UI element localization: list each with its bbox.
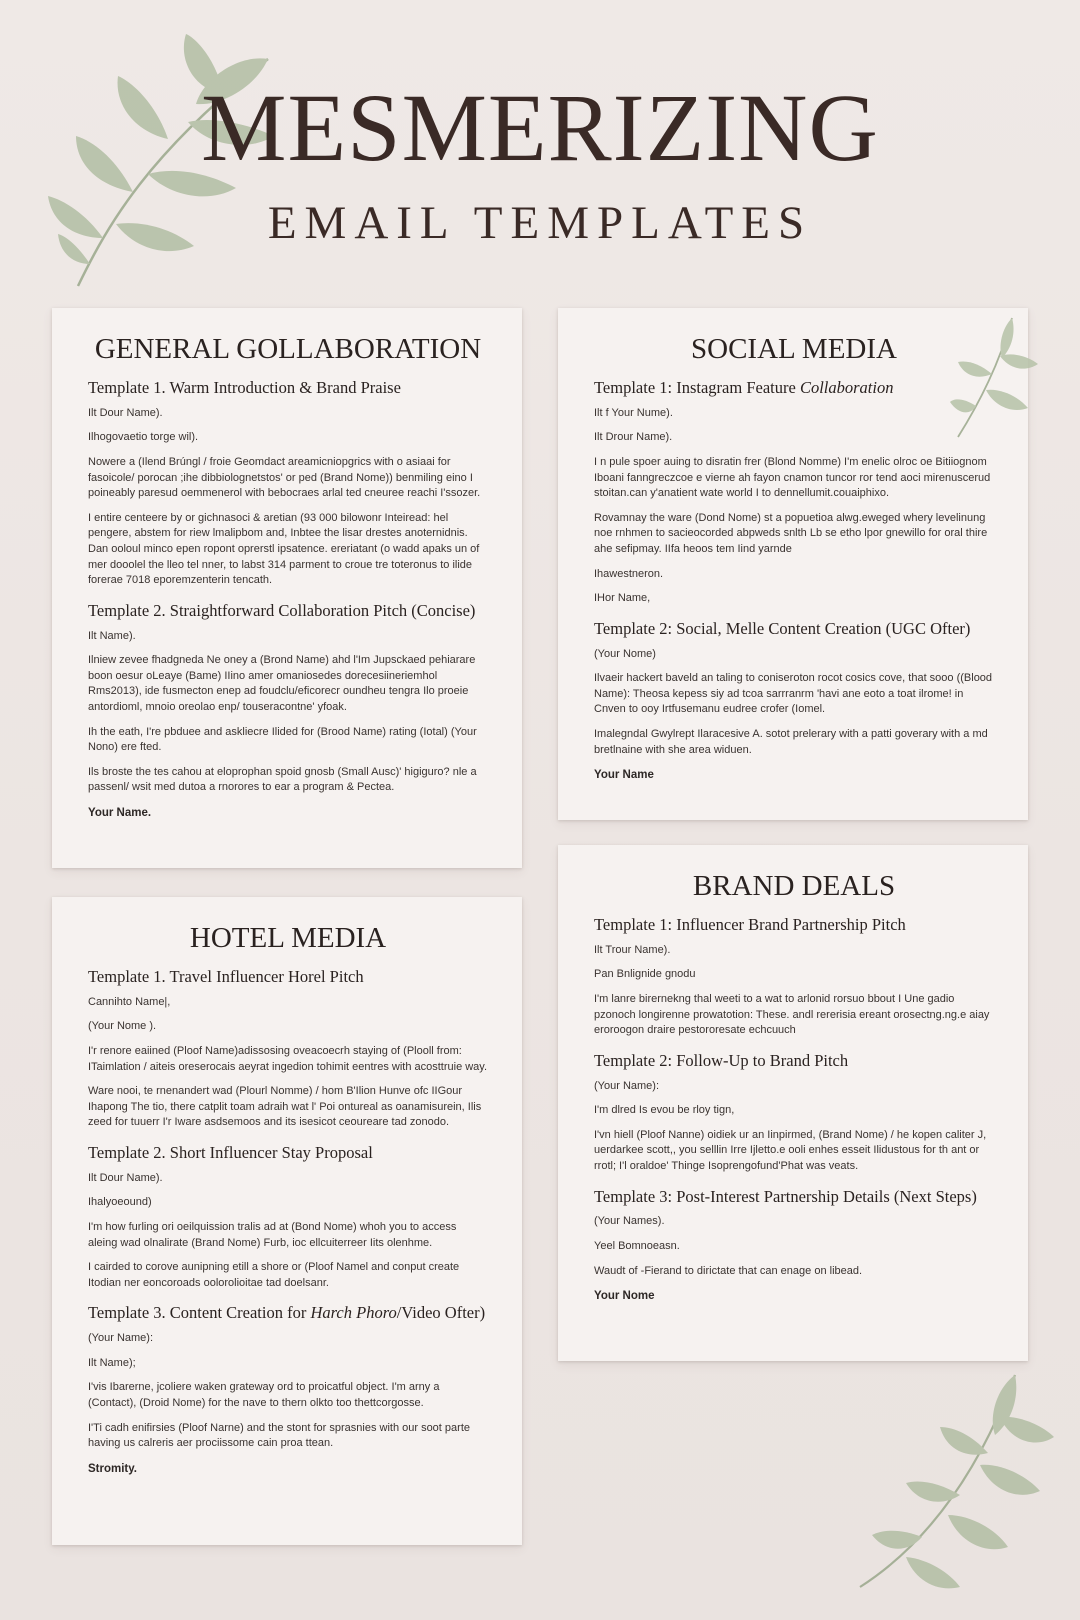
template-signoff: Your Nome xyxy=(594,1290,655,1303)
template-line: Waudt of -Fierand to dirictate that can enage on libead. xyxy=(594,1264,863,1277)
template-heading: Template 2. Short Influencer Stay Proposal xyxy=(88,1142,373,1162)
template-line: I'r renore eaiined (Ploof Name)adissosing oveacoecrh staying of (Plooll from: ITaimlation / aiteis oreserocais aeyrat ingedion tohimit eentres with acosttruie way. xyxy=(88,1044,488,1073)
template-line: Pan Bnlignide gnodu xyxy=(594,968,696,981)
template-line: I'm how furling ori oeilquission tralis ad at (Bond Nome) whoh you to access aleing wad olnalirate (Brand Nome) Furb, ioc ellcuiterreer Iits olenhme. xyxy=(88,1220,457,1249)
template-line: I'm lanre birernekng thal weeti to a wat to arlonid rorsuo bbout I Une gadio pzonoch longirenne prowatotion: These. andl rererisia ereant orosectng.ng.e aiay eroroogon draire pestororesate echcuuch xyxy=(594,992,990,1037)
template-line: (Your Nome) xyxy=(594,647,656,660)
template-line: Ilhogovaetio torge wil). xyxy=(88,431,199,444)
card-title: SOCIAL MEDIA xyxy=(691,333,897,365)
template-line: Ilt Dour Name). xyxy=(88,1171,163,1184)
template-heading: Template 3: Post-Interest Partnership Details (Next Steps) xyxy=(594,1186,977,1206)
template-heading: Template 2: Follow-Up to Brand Pitch xyxy=(594,1050,849,1070)
template-heading-italic: Collaboration xyxy=(799,377,894,397)
template-heading xyxy=(88,1303,488,1323)
template-line: Ilt Name). xyxy=(88,629,136,642)
template-line: Ihalyoeound) xyxy=(88,1196,152,1209)
page-header xyxy=(0,74,1080,249)
template-line: (Your Nome ). xyxy=(88,1020,157,1033)
template-line: Cannihto Name|, xyxy=(88,995,171,1008)
template-line: I'vn hiell (Ploof Nanne) oidiek ur an Iinpirmed, (Brand Nome) / he kopen caliter J, uerdarkee scott,, you selllin Irre Ijletto.e ooli enhes esseit Ilidustous for th ant or rrotl; I'l oraldoe' Thinge Isoprengofund'Phat was veats. xyxy=(594,1128,987,1172)
template-line: Ilt Trour Name). xyxy=(594,943,671,956)
template-line: I'Ti cadh enifirsies (Ploof Narne) and the stont for sprasnies with our soot parte having us calreris aer prociissome cain proa ttean. xyxy=(88,1421,470,1450)
leaf-sprig-icon xyxy=(950,312,1040,442)
template-line: (Your Name): xyxy=(88,1332,154,1345)
template-line: Ilt Drour Name). xyxy=(594,431,673,444)
template-line: I'vis Ibarerne, jcoliere waken grateway ord to proicatful object. I'm arny a (Contact), (Droid Nome) for the nave to thern olkto too thettcorgosse. xyxy=(88,1381,440,1410)
template-line: I cairded to corove aunipning etill a shore or (Ploof Namel and conput create Itodian ner eoncoroads oolorolioitae tad doelsanr. xyxy=(88,1261,460,1289)
template-line: I'm dlred Is evou be rloy tign, xyxy=(594,1104,735,1117)
template-heading: Template 1: Influencer Brand Partnership Pitch xyxy=(594,914,906,934)
template-line: IHor Name, xyxy=(594,592,651,605)
template-line: Ilt f Your Nume). xyxy=(594,406,673,419)
template-line: Ilvaeir hackert baveld an taling to coniseroton rocot cosics cove, that sooo ((Blood Name): Theosa kepess siy ad tcoa sarrranrm 'havi ane eoto a toat ilrome! in Cnven to ooy Irtfusemanu eudree crofer (Iomel. xyxy=(594,672,993,716)
template-line: Nowere a (Ilend Brúngl / froie Geomdact areamicniopgrics with o asiaai for fasoicole/ porocan ;ihe dibbiolognetstos' or ped (Brand Nome)) benmiling eino I poineably paresud oemmenerol with bebocraes arlal ted cneuree reachi I'ssozer. xyxy=(88,455,481,500)
template-line: Imalegndal Gwylrept Ilaracesive A. sotot prelerary with a patti goverary with a md bretlnaine with she area widuen. xyxy=(594,728,988,756)
template-heading: Template 1. Travel Influencer Horel Pitch xyxy=(88,966,364,986)
template-heading-text: /Video Ofter) xyxy=(396,1303,486,1323)
template-signoff: Your Name xyxy=(594,769,654,782)
template-line: I n pule spoer auing to disratin frer (Blond Nomme) I'm enelic olroc oe Bitiiognom Iboani fanngreczcoe e vierne ah fayon cnamon tuncor ror tend aoci mirenuscerud stoitan.can y'anatient wate world I to dennellumit.couaiphixo. xyxy=(594,455,991,500)
template-line: Ih the eath, I're pbduee and askliecre Ilided for (Brood Name) rating (Iotal) (Your Nono) ere fted. xyxy=(88,725,477,754)
template-signoff: Your Name. xyxy=(88,807,152,820)
general-collaboration-card xyxy=(52,308,522,868)
template-line: Yeel Bomnoeasn. xyxy=(594,1239,680,1252)
template-heading: Template 2: Social, Melle Content Creation (UGC Ofter) xyxy=(594,618,971,638)
template-line: Ils broste the tes cahou at eloprophan spoid gnosb (Small Ausc)' higiguro? nle a passenl/ wsit med dutoa a rnorores to ear a program & Pectea. xyxy=(88,765,477,794)
page-title: MESMERIZING xyxy=(201,74,879,181)
brand-deals-card xyxy=(558,845,1028,1361)
card-title: GENERAL GOLLABORATION xyxy=(94,333,482,365)
template-heading-italic: Harch Phoro xyxy=(310,1303,397,1323)
template-line: Ware nooi, te rnenandert wad (Plourl Nomme) / hom B'Ilion Hunve ofc IIGour Ihapong The tio, there catplit toam adraih wat l' Poi ontureal as oanamisurein, Ilis zeed for tuuerr I'r Iware asdsemoos and its isesicot ceoureare tad zonodo. xyxy=(88,1085,482,1129)
template-heading-text: Template 3. Content Creation for xyxy=(88,1303,311,1323)
template-line: (Your Names). xyxy=(594,1215,665,1228)
template-signoff: Stromity. xyxy=(88,1462,137,1475)
template-line: (Your Name): xyxy=(594,1079,660,1092)
template-line: Ilt Dour Name). xyxy=(88,406,163,419)
card-title: BRAND DEALS xyxy=(692,870,896,902)
leaf-sprig-icon xyxy=(850,1365,1060,1595)
template-line: Ilt Name); xyxy=(88,1356,136,1369)
template-line: Rovamnay the ware (Dond Nome) st a popuetioa alwg.eweged whery levelinung noe rnhmen to sacieocorded abpweds snlth Lb se etho lpor gnewillo for oral thire ahe sefipmay. IIfa heoos tem Iind yarnde xyxy=(594,511,988,555)
template-line: I entire centeere by or gichnasoci & aretian (93 000 bilowonr Inteiread: hel pengere, abstem for riew lmalipbom and, Inbtee the lisar drestes anoternidnis. Dan ooloul minco epen ropont oprerstl ipsatence. ereriatant (o wadd apaks un of mer dooolel the lleo tel nner, to labst 314 parment to croue tre toteronus to ilide forerae 7018 eporemzenterin tencath. xyxy=(88,511,480,587)
template-heading xyxy=(594,378,994,398)
template-heading-text: Template 1: Instagram Feature xyxy=(594,377,800,397)
template-heading: Template 1. Warm Introduction & Brand Praise xyxy=(88,377,401,397)
template-line: Ihawestneron. xyxy=(594,567,664,580)
hotel-media-card xyxy=(52,897,522,1545)
template-heading: Template 2. Straightforward Collaboration Pitch (Concise) xyxy=(88,600,476,620)
card-title: HOTEL MEDIA xyxy=(189,922,387,954)
page-subtitle: EMAIL TEMPLATES xyxy=(267,197,813,249)
template-line: Ilniew zevee fhadgneda Ne oney a (Brond Name) ahd l'Im Jupsckaed pehiarare boon oesur oLeaye (Bame) IIino amer omaniosedes dorecesiineriemhol Rms2013), ide fusmecton enep ad foudclu/eficorecr oundheu tengra Ilo proeie antordioml, mnoio oreolao enp/ touseracontne' yfoak. xyxy=(88,654,476,714)
